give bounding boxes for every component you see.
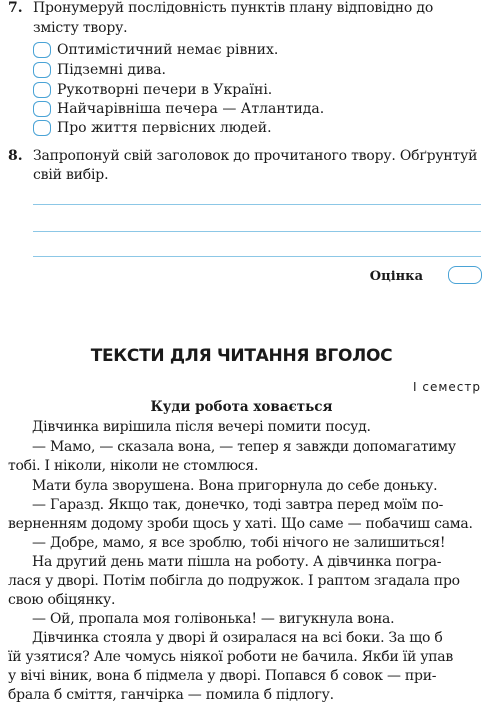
semester-label: І семестр — [413, 380, 481, 394]
story-line: На другий день мати пішла на роботу. А дівчинка погра- — [32, 554, 442, 570]
story-title: Куди робота ховається — [150, 399, 333, 415]
story-line: Мати була зворушена. Вона пригорнула до себе доньку. — [32, 478, 438, 494]
score-box[interactable] — [448, 266, 482, 284]
story-line: тобі. І ніколи, ніколи не стомлюся. — [8, 458, 259, 474]
question-7-number: 7. — [8, 0, 23, 16]
order-number-box[interactable] — [33, 120, 51, 136]
plan-option-label: Підземні дива. — [57, 62, 167, 78]
question-7-text-line-2: змісту твору. — [33, 20, 128, 36]
story-line: брала б сміття, ганчірка — помила б підлогу. — [8, 687, 334, 703]
answer-line-1[interactable] — [33, 204, 481, 205]
story-line: їй узятися? Але чомусь ніякої роботи не бачила. Якби їй упав — [8, 649, 454, 665]
answer-line-3[interactable] — [33, 256, 481, 257]
question-8-text-line-2: свій вибір. — [33, 167, 109, 183]
story-line: свою обіцянку. — [8, 592, 116, 608]
story-line: Дівчинка стояла у дворі й озиралася на всі боки. За що б — [32, 630, 443, 646]
story-line: у вічі віник, вона б підмела у дворі. Попався б совок — при- — [8, 668, 437, 684]
story-line: — Добре, мамо, я все зроблю, тобі нічого не залишиться! — [32, 535, 446, 551]
plan-option-label: Оптимістичний немає рівних. — [57, 42, 279, 58]
question-8-text-line-1: Запропонуй свій заголовок до прочитаного твору. Обґрунтуй — [33, 148, 478, 164]
order-number-box[interactable] — [33, 82, 51, 98]
order-number-box[interactable] — [33, 62, 51, 78]
plan-option-label: Рукотворні печери в Україні. — [57, 82, 273, 98]
order-number-box[interactable] — [33, 42, 51, 58]
question-7-text-line-1: Пронумеруй послідовність пунктів плану відповідно до — [33, 0, 434, 16]
plan-option-label: Про життя первісних людей. — [57, 120, 272, 136]
plan-option-label: Найчарівніша печера — Атлантида. — [57, 101, 325, 117]
story-line: верненням додому зроби щось у хаті. Що саме — побачиш сама. — [8, 516, 473, 532]
section-heading: ТЕКСТИ ДЛЯ ЧИТАННЯ ВГОЛОС — [90, 346, 393, 366]
score-label: Оцінка — [369, 269, 423, 284]
answer-line-2[interactable] — [33, 231, 481, 232]
story-line: Дівчинка вирішила після вечері помити посуд. — [32, 419, 371, 435]
story-line: — Гаразд. Якщо так, донечко, тоді завтра перед моїм по- — [32, 497, 444, 513]
story-line: лася у дворі. Потім побігла до подружок. І раптом згадала про — [8, 573, 460, 589]
story-line: — Мамо, — сказала вона, — тепер я завжди допомагатиму — [32, 439, 456, 455]
order-number-box[interactable] — [33, 101, 51, 117]
story-line: — Ой, пропала моя голівонька! — вигукнула вона. — [32, 611, 395, 627]
question-8-number: 8. — [8, 148, 23, 164]
